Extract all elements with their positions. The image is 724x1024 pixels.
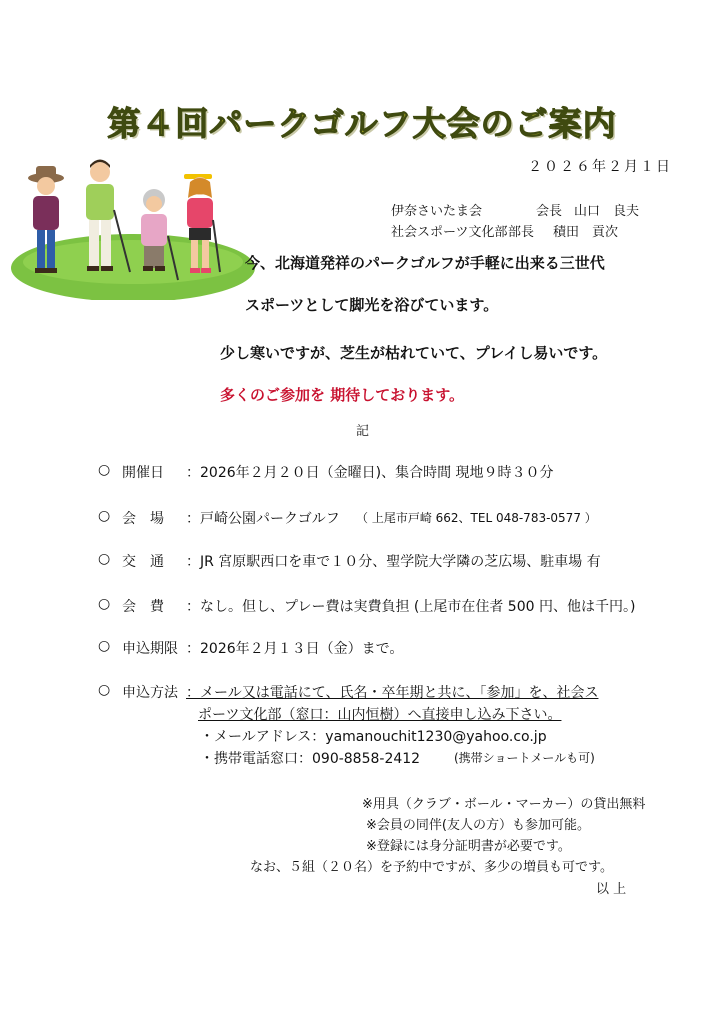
org-role-2: 部長 <box>508 225 535 240</box>
org-group-2: 社会スポーツ文化部 <box>391 225 508 240</box>
contact-phone-note: (携帯ショートメールも可) <box>454 751 595 765</box>
detail-label: 交 通 <box>122 554 164 570</box>
note-2: ※会員の同伴(友人の方）も参加可能。 <box>366 818 590 833</box>
org-group-1: 伊奈さいたま会 <box>391 204 483 219</box>
bullet-icon: ○ <box>98 508 111 524</box>
detail-label: 会 場 <box>122 511 164 527</box>
bullet-icon: ○ <box>98 551 111 567</box>
page-title: 第４回パークゴルフ大会のご案内 <box>107 104 617 143</box>
note-4: なお、５組（２０名）を予約中ですが、多少の増員も可です。 <box>250 860 613 875</box>
method-value-line-1: ：メール又は電話にて、氏名・卒年期と共に、「参加」を、社会ス <box>186 685 599 701</box>
org-name-2: 積田 貢次 <box>553 225 619 240</box>
detail-value: ：戸崎公園パークゴルフ <box>186 511 340 527</box>
detail-value: ：なし。但し、プレー費は実費負担 (上尾市在住者 500 円、他は千円。) <box>186 599 636 615</box>
intro-line-1: 今、北海道発祥のパークゴルフが手軽に出来る三世代 <box>245 254 605 272</box>
closing-text: 以 上 <box>596 882 627 897</box>
bullet-icon: ○ <box>98 682 111 698</box>
detail-label: 会 費 <box>122 599 164 615</box>
note-3: ※登録には身分証明書が必要です。 <box>366 839 571 854</box>
bullet-icon: ○ <box>98 462 111 478</box>
bullet-icon: ○ <box>98 638 111 654</box>
ki-heading: 記 <box>356 424 370 439</box>
detail-label: 申込期限 <box>122 641 178 657</box>
golfers-illustration <box>8 150 258 300</box>
org-role-1: 会長 <box>536 204 563 219</box>
detail-value: ：2026年２月１３日（金）まで。 <box>186 641 404 657</box>
note-1: ※用具（クラブ・ボール・マーカー）の貸出無料 <box>362 797 646 812</box>
intro-line-3: 少し寒いですが、芝生が枯れていて、プレイし易いです。 <box>220 344 608 362</box>
contact-phone: ・携帯電話窓口：090-8858-2412 <box>200 751 421 767</box>
contact-email: ・メールアドレス：yamanouchit1230@yahoo.co.jp <box>200 729 547 745</box>
intro-line-2: スポーツとして脚光を浴びています。 <box>245 296 499 314</box>
org-name-1: 山口 良夫 <box>574 204 640 219</box>
detail-label: 開催日 <box>122 465 164 481</box>
intro-line-4: 多くのご参加を 期待しております。 <box>220 386 465 404</box>
detail-value: ：JR 宮原駅西口を車で１０分、聖学院大学隣の芝広場、駐車場 有 <box>186 554 601 570</box>
bullet-icon: ○ <box>98 596 111 612</box>
detail-label: 申込方法 <box>122 685 178 701</box>
venue-address: （ 上尾市戸崎 662、TEL 048-783-0577 ） <box>356 511 597 525</box>
document-date: ２０２６年２月１日 <box>528 159 672 175</box>
method-value-line-2: ポーツ文化部（窓口：山内恒樹）へ直接申し込み下さい。 <box>198 707 562 723</box>
detail-value: ：2026年２月２０日（金曜日)、集合時間 現地９時３０分 <box>186 465 554 481</box>
